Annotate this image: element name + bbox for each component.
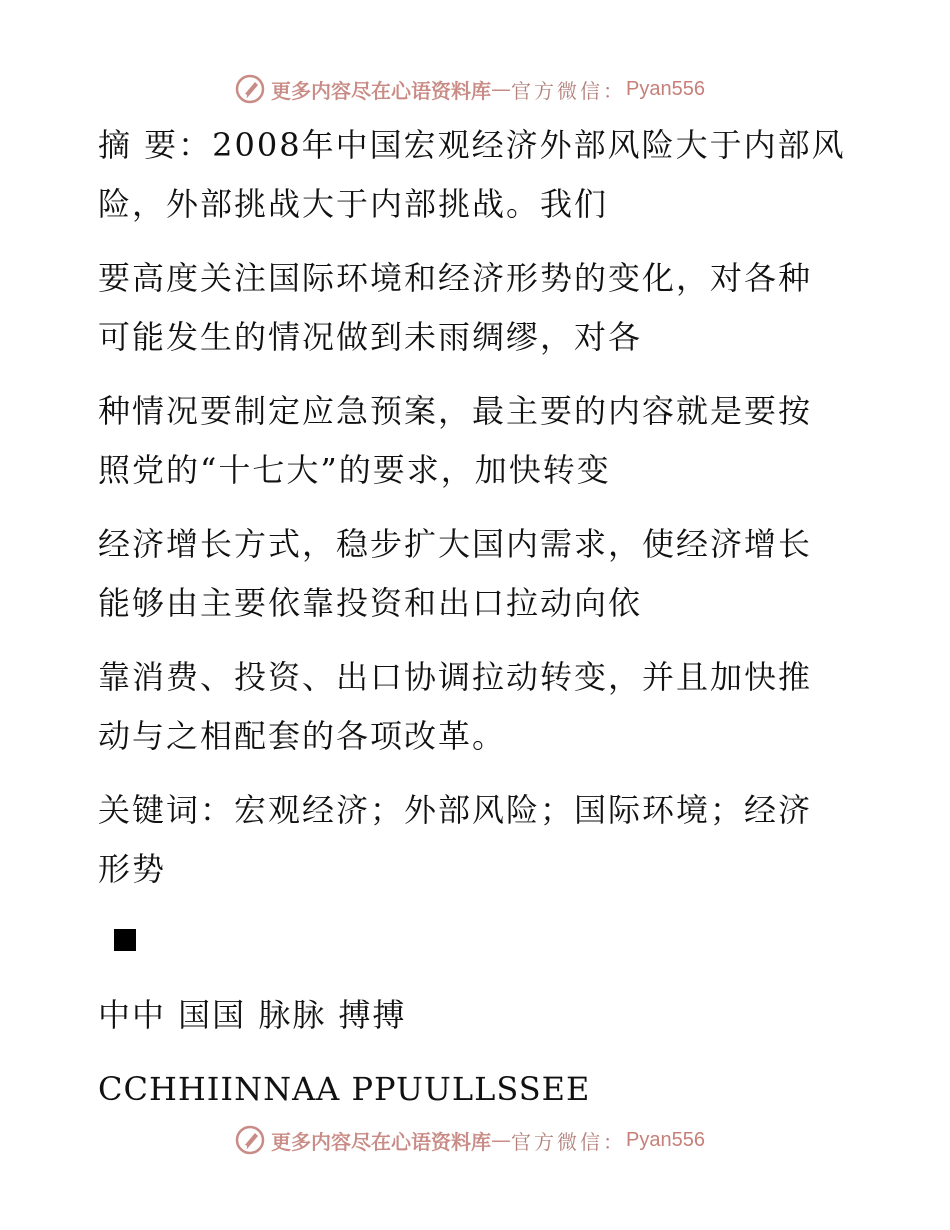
abstract-line-6: 照党的“十七大”的要求，加快转变 [98, 451, 611, 489]
heading-english: CCHHIINNAA PPUULLSSEE [98, 1070, 591, 1108]
watermark-dash: — [491, 1128, 511, 1152]
watermark-main-text: 更多内容尽在心语资料库 [271, 1129, 491, 1154]
watermark-wechat-id: Pyan556 [626, 77, 705, 100]
watermark-sub-text: 官方微信： [511, 78, 626, 103]
abstract-line-9: 靠消费、投资、出口协调拉动转变，并且加快推 [98, 658, 813, 696]
black-square-icon [114, 929, 136, 951]
pen-nib-logo-icon [235, 1125, 265, 1155]
watermark-wechat-id: Pyan556 [626, 1128, 705, 1151]
heading-chinese: 中中 国国 脉脉 搏搏 [98, 996, 407, 1034]
watermark-sub-text: 官方微信： [511, 1129, 626, 1154]
pen-nib-logo-icon [235, 74, 265, 104]
abstract-line-7: 经济增长方式，稳步扩大国内需求，使经济增长 [98, 525, 813, 563]
watermark-footer [235, 1123, 705, 1157]
abstract-line-8: 能够由主要依靠投资和出口拉动向依 [98, 584, 643, 622]
watermark-header [235, 72, 705, 106]
abstract-line-3: 要高度关注国际环境和经济形势的变化，对各种 [98, 259, 813, 297]
keywords-line-1: 关键词：宏观经济；外部风险；国际环境；经济 [98, 791, 813, 829]
abstract-line-1: 摘 要：2008年中国宏观经济外部风险大于内部风 [98, 126, 846, 164]
watermark-dash: — [491, 77, 511, 101]
abstract-line-2: 险，外部挑战大于内部挑战。我们 [98, 185, 609, 223]
abstract-line-5: 种情况要制定应急预案，最主要的内容就是要按 [98, 392, 813, 430]
watermark-main-text: 更多内容尽在心语资料库 [271, 78, 491, 103]
abstract-line-10: 动与之相配套的各项改革。 [98, 717, 507, 755]
keywords-line-2: 形势 [98, 850, 167, 888]
abstract-line-4: 可能发生的情况做到未雨绸缪，对各 [98, 318, 643, 356]
